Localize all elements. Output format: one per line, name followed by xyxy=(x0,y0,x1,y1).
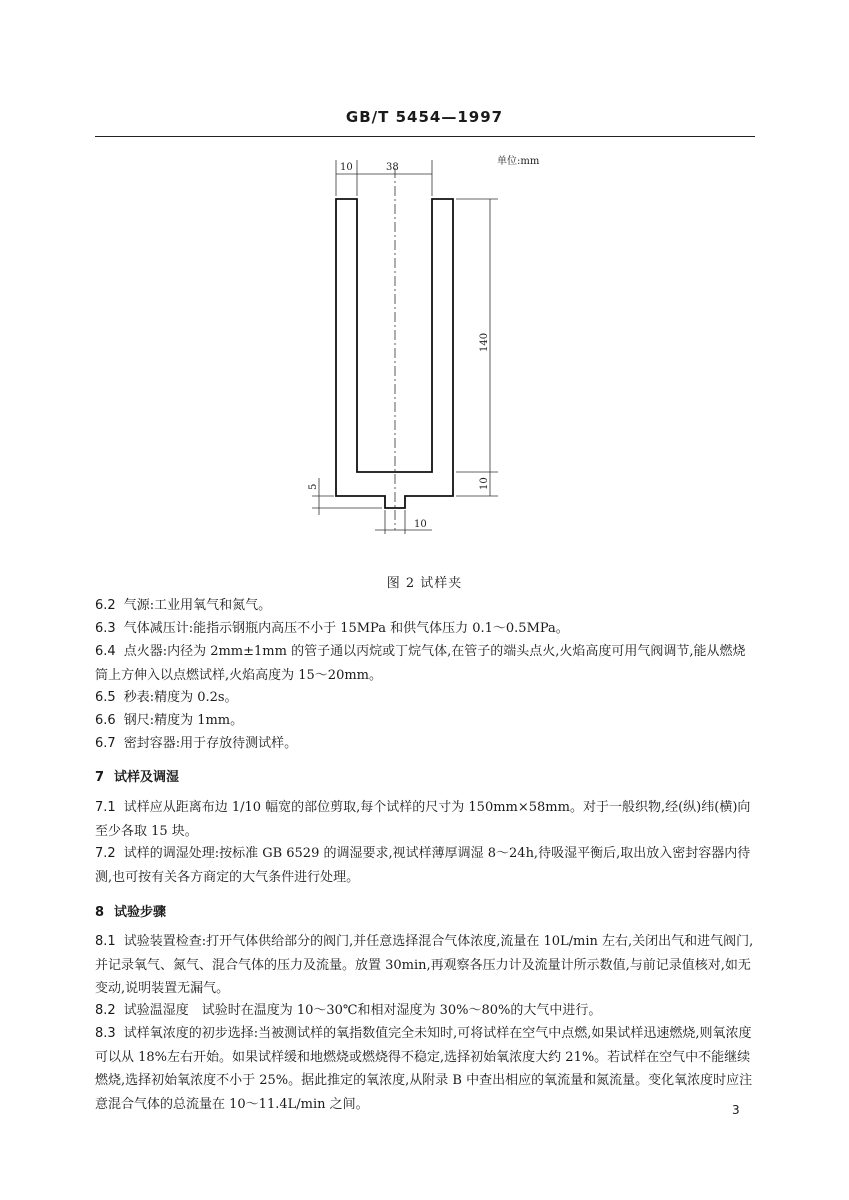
dim-left-step: 5 xyxy=(308,483,319,490)
clause-text: 试样氧浓度的初步选择:当被测试样的氧指数值完全未知时,可将试样在空气中点燃,如果试样迅速燃烧,则氧浓度可以从 18%左右开始。如果试样缓和地燃烧或燃烧得不稳定,选择初始氧浓度大约 21%。若试样在空气中不能继续燃烧,选择初始氧浓度不小于 25%。据此推定的氧浓度,从附录 B 中查出相应的氧流量和氮流量。变化氧浓度时应注意混合气体的总流量在 10～11.4L/min 之间。 xyxy=(95,1026,753,1112)
dim-inner-width: 38 xyxy=(386,162,399,173)
clause-text: 试样的调湿处理:按标准 GB 6529 的调湿要求,视试样薄厚调湿 8～24h,待吸湿平衡后,取出放入密封容器内待测,也可按有关各方商定的大气条件进行处理。 xyxy=(95,846,751,885)
clause-text: 气源:工业用氧气和氮气。 xyxy=(123,598,272,613)
clause-text: 钢尺:精度为 1mm。 xyxy=(123,713,244,728)
clause-7-1 xyxy=(95,796,757,843)
clause-number: 6.2 xyxy=(95,598,116,613)
section-7-heading xyxy=(95,766,179,785)
section-8-heading xyxy=(95,901,166,920)
clause-8-3 xyxy=(95,1022,757,1116)
clause-6-7 xyxy=(95,732,757,756)
standard-code-header: GB/T 5454—1997 xyxy=(345,108,504,126)
clause-6-5 xyxy=(95,686,757,710)
dim-base-height: 10 xyxy=(479,477,490,490)
clause-text: 试验温湿度 试验时在温度为 10～30℃和相对湿度为 30%～80%的大气中进行。 xyxy=(123,1003,602,1018)
section-number: 7 xyxy=(95,770,105,785)
clause-8-1 xyxy=(95,930,757,1001)
clause-6-4 xyxy=(95,640,757,687)
clause-text: 试验装置检查:打开气体供给部分的阀门,并任意选择混合气体浓度,流量在 10L/min 左右,关闭出气和进气阀门,并记录氧气、氮气、混合气体的压力及流量。放置 30min,再观察各压力计及流量计所示数值,与前记录值核对,如无变动,说明装置无漏气。 xyxy=(95,934,754,996)
clause-number: 8.1 xyxy=(95,934,116,949)
clause-number: 7.2 xyxy=(95,846,116,861)
section-title: 试样及调湿 xyxy=(114,770,180,785)
clause-text: 气体减压计:能指示钢瓶内高压不小于 15MPa 和供气体压力 0.1～0.5MPa。 xyxy=(123,621,569,636)
page-number: 3 xyxy=(732,1103,740,1117)
dim-stem-width: 10 xyxy=(414,519,427,530)
section-number: 8 xyxy=(95,905,105,920)
clause-6-3 xyxy=(95,617,757,641)
clause-number: 6.6 xyxy=(95,713,116,728)
clause-text: 秒表:精度为 0.2s。 xyxy=(123,690,238,705)
clause-number: 6.4 xyxy=(95,644,116,659)
clause-number: 6.5 xyxy=(95,690,116,705)
clause-8-2 xyxy=(95,999,757,1023)
section-title: 试验步骤 xyxy=(114,905,167,920)
clause-number: 8.2 xyxy=(95,1003,116,1018)
dim-left-wall: 10 xyxy=(340,162,353,173)
clause-6-2 xyxy=(95,594,757,618)
clause-6-6 xyxy=(95,709,757,733)
clause-number: 6.7 xyxy=(95,736,116,751)
clause-number: 7.1 xyxy=(95,800,116,815)
holder-outline xyxy=(336,199,453,508)
clause-number: 8.3 xyxy=(95,1026,116,1041)
dim-height: 140 xyxy=(479,332,490,352)
clause-text: 密封容器:用于存放待测试样。 xyxy=(123,736,298,751)
clause-7-2 xyxy=(95,842,757,889)
clause-text: 试样应从距离布边 1/10 幅宽的部位剪取,每个试样的尺寸为 150mm×58mm。对于一般织物,经(纵)纬(横)向至少各取 15 块。 xyxy=(95,800,751,839)
clause-number: 6.3 xyxy=(95,621,116,636)
figure-caption: 图 2 试样夹 xyxy=(386,576,463,591)
unit-label: 单位:mm xyxy=(497,156,540,167)
clause-text: 点火器:内径为 2mm±1mm 的管子通以丙烷或丁烷气体,在管子的端头点火,火焰高度可用气阀调节,能从燃烧筒上方伸入以点燃试样,火焰高度为 15～20mm。 xyxy=(95,644,746,683)
